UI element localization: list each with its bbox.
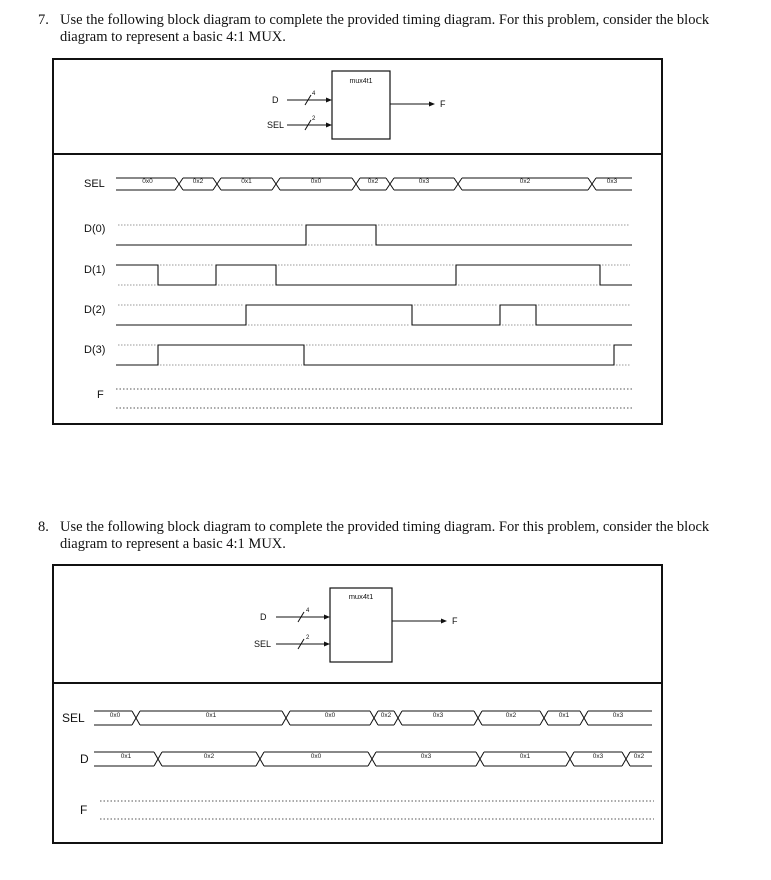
- d3-waveform: [116, 345, 632, 365]
- timing-diagram: [54, 684, 661, 844]
- input-d-label: D: [272, 95, 279, 105]
- input-d-arrow: [324, 615, 330, 620]
- d-bus-waveform: [94, 752, 652, 766]
- sel-bus-value: 0x2: [505, 712, 517, 719]
- mux-title: mux4t1: [349, 78, 373, 85]
- problem-number: 8.: [38, 519, 49, 535]
- input-sel-label: SEL: [267, 120, 285, 130]
- sel-bus-value: 0x2: [519, 178, 531, 185]
- sel-bus-value: 0x2: [367, 178, 379, 185]
- input-sel-arrow: [326, 123, 332, 128]
- d-bus-value: 0x0: [310, 753, 322, 760]
- output-arrow: [441, 619, 447, 624]
- sel-bus-value: 0x0: [310, 178, 322, 185]
- sel-bus-value: 0x2: [192, 178, 204, 185]
- sel-bus-value: 0x0: [142, 178, 153, 185]
- bus-width-d: 4: [306, 608, 310, 614]
- signal-label-sel: SEL: [62, 711, 85, 725]
- d2-waveform: [116, 305, 632, 325]
- signal-label-sel: SEL: [84, 178, 105, 190]
- d-bus-value: 0x2: [203, 753, 215, 760]
- sel-bus-value: 0x1: [558, 712, 570, 719]
- sel-bus-value: 0x0: [324, 712, 336, 719]
- d-bus-value: 0x3: [420, 753, 432, 760]
- timing-diagram: [54, 155, 661, 423]
- signal-label-f: F: [97, 389, 104, 401]
- output-f-label: F: [452, 616, 458, 626]
- sel-bus-waveform: [116, 178, 632, 190]
- input-d-arrow: [326, 98, 332, 103]
- sel-bus-value: 0x1: [205, 712, 217, 719]
- bus-width-sel: 2: [312, 116, 316, 122]
- mux-block-diagram: [54, 566, 661, 682]
- sel-bus-value: 0x2: [380, 712, 392, 719]
- d-bus-value: 0x3: [592, 753, 604, 760]
- mux-block-diagram: [54, 60, 661, 153]
- f-answer-area[interactable]: [116, 389, 632, 408]
- signal-label-f: F: [80, 803, 88, 817]
- sel-bus-value: 0x0: [109, 712, 121, 719]
- problem-number: 7.: [38, 12, 49, 28]
- bus-width-sel: 2: [306, 635, 310, 641]
- sel-bus-value: 0x1: [241, 178, 252, 185]
- signal-label-d2: D(2): [84, 304, 106, 316]
- problem-8-panel: [52, 564, 663, 844]
- problem-7-panel: [52, 58, 663, 425]
- d-bus-value: 0x2: [633, 753, 645, 760]
- d-bus-value: 0x1: [120, 753, 132, 760]
- d1-waveform: [116, 265, 632, 285]
- output-f-label: F: [440, 99, 446, 109]
- signal-label-d1: D(1): [84, 264, 106, 276]
- mux-title: mux4t1: [348, 592, 374, 601]
- bus-width-d: 4: [312, 91, 316, 97]
- input-sel-label: SEL: [254, 639, 272, 649]
- input-sel-arrow: [324, 642, 330, 647]
- sel-bus-value: 0x3: [606, 178, 618, 185]
- problem-text: Use the following block diagram to complete the provided timing diagram. For this problem, consider the block diagram to represent a basic 4:1 MUX.: [60, 12, 710, 45]
- problem-text: Use the following block diagram to complete the provided timing diagram. For this problem, consider the block diagram to represent a basic 4:1 MUX.: [60, 519, 710, 552]
- sel-bus-value: 0x3: [418, 178, 430, 185]
- sel-bus-value: 0x3: [432, 712, 444, 719]
- sel-bus-value: 0x3: [612, 712, 624, 719]
- data-waveforms: [116, 225, 632, 365]
- output-arrow: [429, 102, 435, 107]
- signal-label-d0: D(0): [84, 223, 106, 235]
- sel-bus-waveform: [94, 711, 652, 725]
- input-d-label: D: [260, 612, 267, 622]
- signal-label-d3: D(3): [84, 344, 106, 356]
- f-answer-area[interactable]: [100, 801, 654, 819]
- d0-waveform: [116, 225, 632, 245]
- d-bus-value: 0x1: [519, 753, 531, 760]
- signal-label-d: D: [80, 752, 89, 766]
